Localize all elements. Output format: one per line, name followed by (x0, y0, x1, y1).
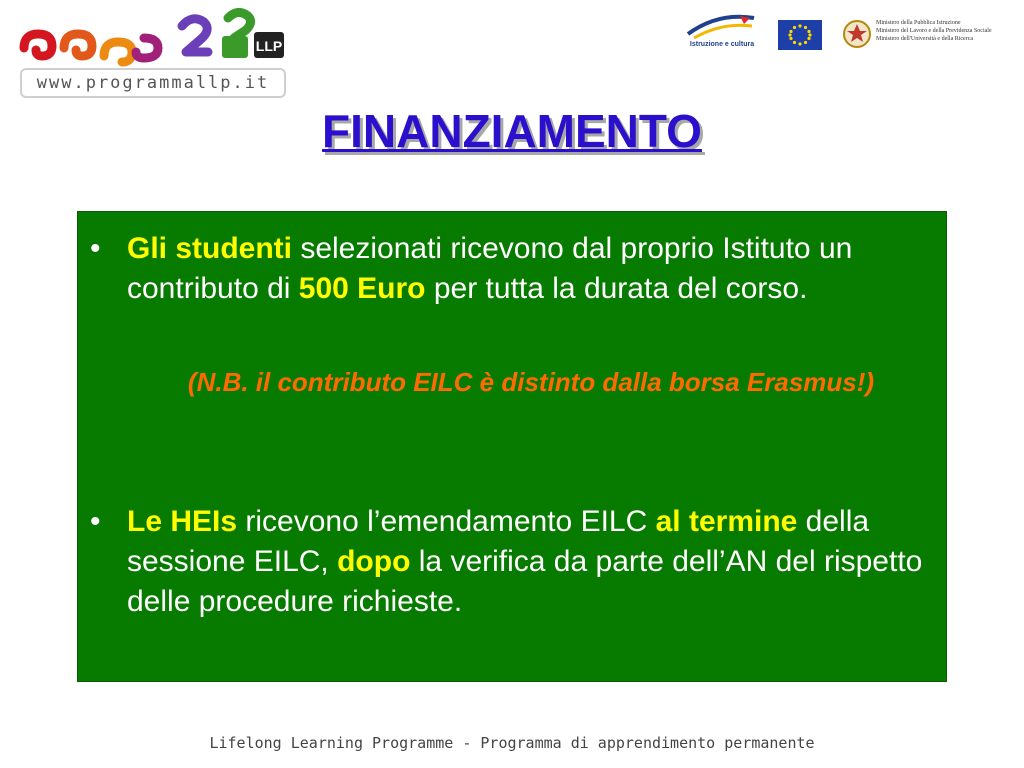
bullet-text: la verifica da parte dell’AN del rispetto delle procedure richieste. (127, 545, 923, 618)
bullet-text: selezionati ricevono dal proprio Istituto un contributo di (127, 232, 853, 305)
note-text: (N.B. il contributo EILC è distinto dalla borsa Erasmus!) (187, 367, 875, 397)
bullet-marker: • (90, 505, 101, 538)
bullet-item-heis (78, 502, 948, 622)
content-panel (77, 211, 947, 682)
llp-logo-text: LLP (255, 38, 283, 54)
footer-text: Lifelong Learning Programme - Programma di apprendimento permanente (209, 734, 815, 752)
llp-logo-graphic (18, 8, 298, 68)
bullet-marker: • (90, 232, 101, 265)
bullet-text: ricevono l’emendamento EILC (237, 505, 656, 538)
ministry-line: Ministero dell'Università e della Ricerca (876, 36, 974, 42)
istruzione-cultura-label: Istruzione e cultura (689, 41, 755, 48)
eu-flag-icon (778, 20, 822, 50)
page-title: FINANZIAMENTO (322, 105, 702, 157)
bullet-item-students (78, 229, 948, 309)
istruzione-cultura-swoosh-icon (684, 12, 760, 42)
partner-logos (684, 12, 1004, 58)
bullet-highlight: dopo (337, 545, 411, 578)
llp-logo (18, 8, 298, 98)
bullet-text: per tutta la durata del corso. (425, 272, 808, 305)
ministry-line: Ministero del Lavoro e della Previdenza Sociale (876, 28, 992, 34)
site-url: www.programmallp.it (20, 68, 286, 98)
bullet-highlight: Gli studenti (127, 232, 292, 265)
istruzione-cultura-logo (684, 12, 760, 56)
bullet-highlight: 500 Euro (298, 272, 426, 305)
italian-emblem-icon (842, 16, 872, 52)
bullet-highlight: Le HEIs (127, 505, 238, 538)
ministry-line: Ministero della Pubblica Istruzione (876, 20, 961, 26)
ministry-text (876, 19, 1006, 43)
bullet-highlight: al termine (655, 505, 798, 538)
bullet-text: della sessione EILC, (127, 505, 870, 578)
ministry-logo (842, 16, 1004, 54)
